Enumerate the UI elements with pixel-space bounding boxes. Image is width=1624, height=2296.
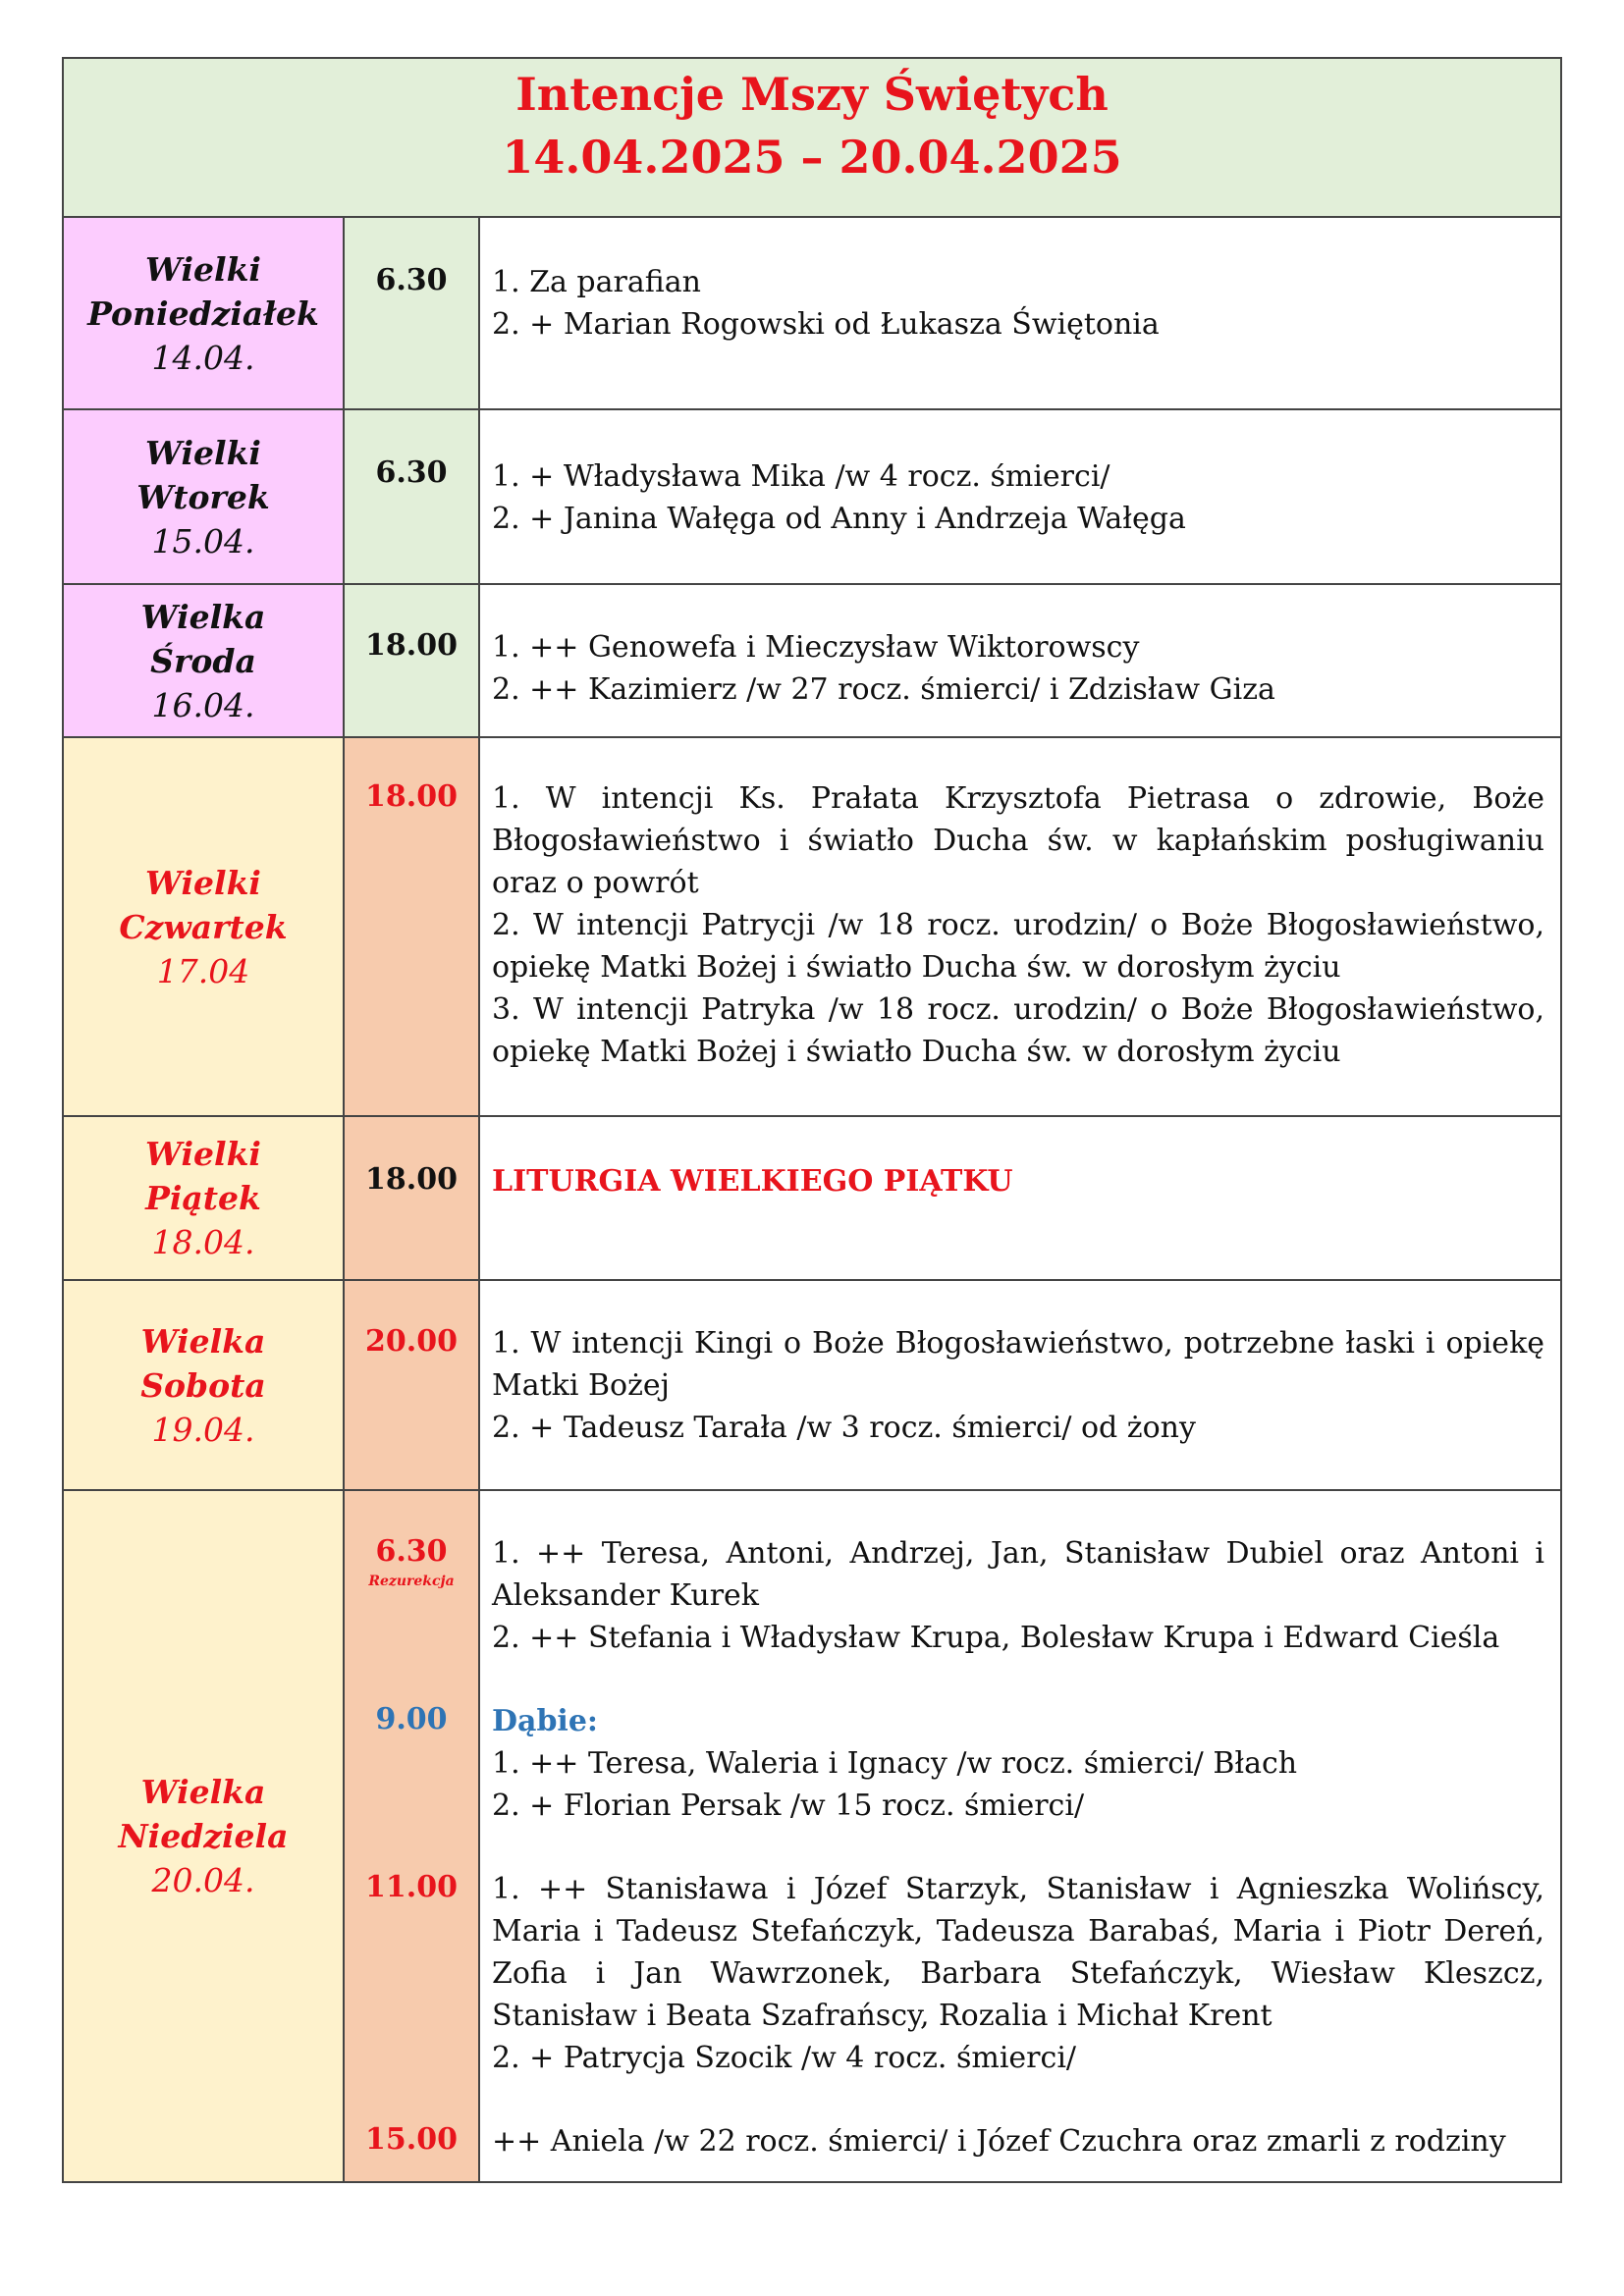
time-cell [345,1491,480,2181]
mass-time: 18.00 [365,779,458,814]
mass-time: 20.00 [365,1324,458,1359]
time-cell [345,1117,480,1279]
day-label: Wielka Środa 16.04. [64,585,345,736]
intention-paragraph: 2. + Patrycja Szocik /w 4 rocz. śmierci/ [492,2041,1077,2075]
day-row-monday [64,218,1560,410]
intention-line: 1. + Władysława Mika /w 4 rocz. śmierci/ [492,459,1110,494]
day-label: Wielka Niedziela 20.04. [64,1491,345,2181]
day-row-tuesday [64,410,1560,585]
intention-line: 1. Za parafian [492,265,701,299]
mass-time: 6.30 [375,455,448,490]
intentions [492,777,1544,1073]
day-row-friday [64,1117,1560,1281]
intention-line: 2. + Marian Rogowski od Łukasza Świętonia [492,307,1160,342]
day-row-saturday [64,1281,1560,1491]
day-date: 14.04. [151,338,255,377]
mass-time: 15.00 [365,2122,458,2157]
mass-time: 6.30 [375,263,448,297]
day-label: Wielka Sobota 19.04. [64,1281,345,1489]
day-label: Wielki Piątek 18.04. [64,1117,345,1279]
intention-paragraph: 3. W intencji Patryka /w 18 rocz. urodzin/ o Boże Błogosławieństwo, opiekę Matki Bożej i światło Ducha św. w dorosłym życiu [492,992,1544,1069]
mass-time: 18.00 [365,628,458,663]
intentions-easter-dawn [492,1532,1544,1659]
mass-time: 9.00 [375,1702,448,1736]
date-range: 14.04.2025 – 20.04.2025 [502,131,1122,184]
intentions [492,261,1544,346]
table-header [64,59,1560,218]
liturgy-title: LITURGIA WIELKIEGO PIĄTKU [492,1164,1013,1199]
mass-time: 6.30 [375,1534,448,1569]
day-row-sunday [64,1491,1560,2181]
intention-paragraph: 1. ++ Teresa, Waleria i Ignacy /w rocz. śmierci/ Błach [492,1746,1298,1781]
intention-paragraph: 1. ++ Stanisława i Józef Starzyk, Stanisław i Agnieszka Wolińscy, Maria i Tadeusz Stefańczyk, Tadeusza Barabaś, Maria i Piotr Dereń, Zofia i Jan Wawrzonek, Barbara Stefańczyk, Wiesław Kleszcz, Stanisław i Beata Szafrańscy, Rozalia i Michał Krent [492,1872,1544,2033]
time-cell [345,738,480,1115]
page-title: Intencje Mszy Świętych [515,68,1109,121]
day-date: 17.04 [156,951,250,990]
day-label: Wielki Czwartek 17.04 [64,738,345,1115]
intention-line: 2. + Janina Wałęga od Anny i Andrzeja Wałęga [492,502,1186,536]
day-date: 20.04. [151,1861,255,1899]
intention-paragraph: 2. ++ Stefania i Władysław Krupa, Bolesław Krupa i Edward Cieśla [492,1621,1500,1655]
time-cell [345,410,480,583]
day-date: 19.04. [151,1410,255,1449]
intention-paragraph: 1. W intencji Kingi o Boże Błogosławieństwo, potrzebne łaski i opiekę Matki Bożej [492,1326,1544,1403]
day-date: 15.04. [151,521,255,561]
day-row-wednesday [64,585,1560,738]
time-cell [345,585,480,736]
intention-paragraph: 2. + Florian Persak /w 15 rocz. śmierci/ [492,1789,1085,1823]
intention-paragraph: 2. W intencji Patrycji /w 18 rocz. urodzin/ o Boże Błogosławieństwo, opiekę Matki Bożej i światło Ducha św. w dorosłym życiu [492,908,1544,985]
intention-line: 1. ++ Genowefa i Mieczysław Wiktorowscy [492,630,1140,665]
mass-time: 18.00 [365,1162,458,1197]
intentions [492,1322,1544,1449]
day-label: Wielki Wtorek 15.04. [64,410,345,583]
mass-time: 11.00 [365,1870,458,1904]
intentions [492,455,1544,540]
mass-intentions-table [62,57,1562,2183]
day-date: 16.04. [151,685,255,724]
time-cell [345,218,480,408]
intentions-dabie [492,1700,1544,1827]
intentions-15 [492,2120,1544,2163]
place-label: Dąbie: [492,1704,598,1738]
intentions-11 [492,1868,1544,2079]
intention-paragraph: 1. W intencji Ks. Prałata Krzysztofa Pietrasa o zdrowie, Boże Błogosławieństwo i światło Ducha św. w kapłańskim posługiwaniu oraz o powrót [492,781,1544,900]
day-row-thursday [64,738,1560,1117]
day-date: 18.04. [151,1223,255,1261]
day-label: Wielki Poniedziałek 14.04. [64,218,345,408]
intentions [492,626,1544,711]
intention-line: 2. ++ Kazimierz /w 27 rocz. śmierci/ i Zdzisław Giza [492,672,1275,707]
mass-note: Rezurekcja [368,1574,455,1589]
time-cell [345,1281,480,1489]
intention-paragraph: ++ Aniela /w 22 rocz. śmierci/ i Józef Czuchra oraz zmarli z rodziny [492,2124,1506,2159]
intention-paragraph: 1. ++ Teresa, Antoni, Andrzej, Jan, Stanisław Dubiel oraz Antoni i Aleksander Kurek [492,1536,1544,1613]
intention-paragraph: 2. + Tadeusz Tarała /w 3 rocz. śmierci/ od żony [492,1411,1196,1445]
